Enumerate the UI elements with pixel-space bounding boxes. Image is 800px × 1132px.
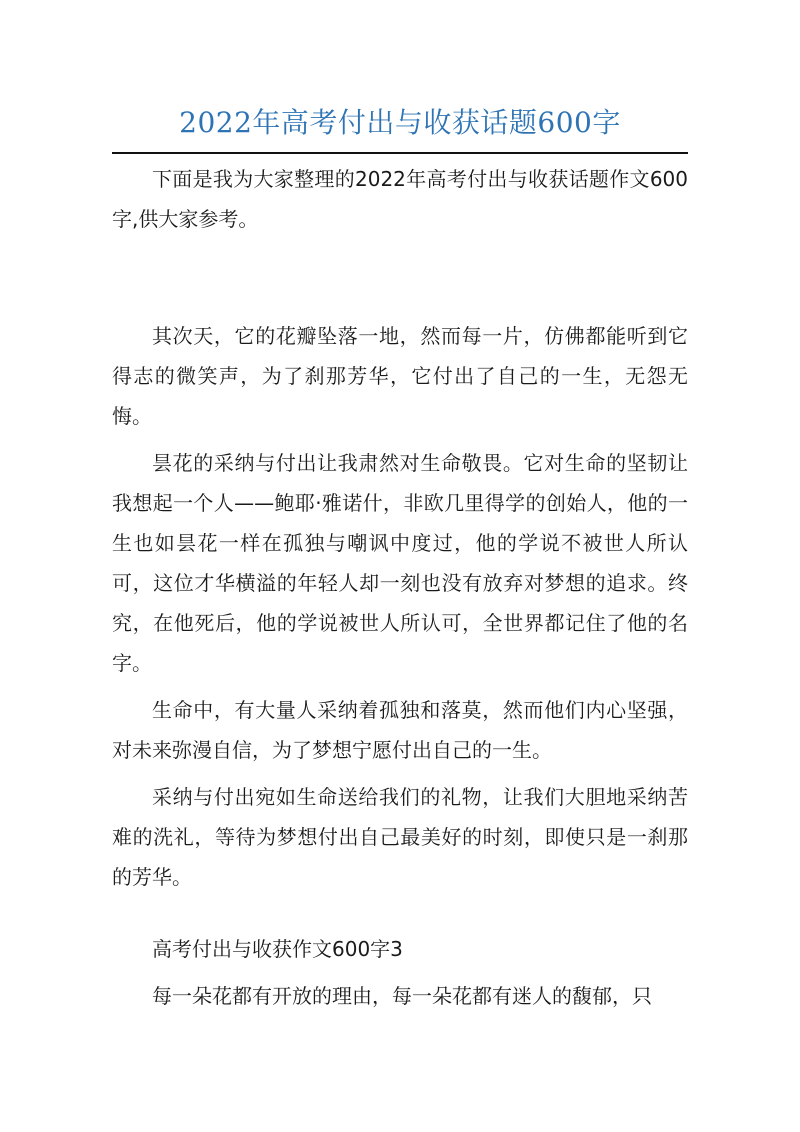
intro-paragraph: 下面是我为大家整理的2022年高考付出与收获话题作文600字,供大家参考。 <box>112 167 688 231</box>
body-paragraph: 每一朵花都有开放的理由，每一朵花都有迷人的馥郁，只 <box>152 984 652 1008</box>
body-paragraph: 昙花的采纳与付出让我肃然对生命敬畏。它对生命的坚韧让我想起一个人——鲍耶·雅诺什，非欧几里得学的创始人，他的一生也如昙花一样在孤独与嘲讽中度过，他的学说不被世人所认可，这位才华横溢的年轻人却一刻也没有放弃对梦想的追求。终究，在他死后，他的学说被世人所认可，全世界都记住了他的名字。 <box>112 451 688 675</box>
blank-space <box>112 246 688 316</box>
body-paragraph: 其次天，它的花瓣坠落一地，然而每一片，仿佛都能听到它得志的微笑声，为了刹那芳华，它付出了自己的一生，无怨无悔。 <box>112 324 688 428</box>
section-heading: 高考付出与收获作文600字3 <box>152 937 403 961</box>
body-paragraph: 生命中，有大量人采纳着孤独和落莫，然而他们内心坚强，对未来弥漫自信，为了梦想宁愿付出自己的一生。 <box>112 698 688 762</box>
blank-space <box>112 904 688 929</box>
document-body <box>112 159 688 1023</box>
body-paragraph: 采纳与付出宛如生命送给我们的礼物，让我们大胆地采纳苦难的洗礼，等待为梦想付出自己最美好的时刻，即使只是一刹那的芳华。 <box>112 785 688 889</box>
document-title: 2022年高考付出与收获话题600字 <box>179 106 621 139</box>
title-divider <box>112 152 688 154</box>
